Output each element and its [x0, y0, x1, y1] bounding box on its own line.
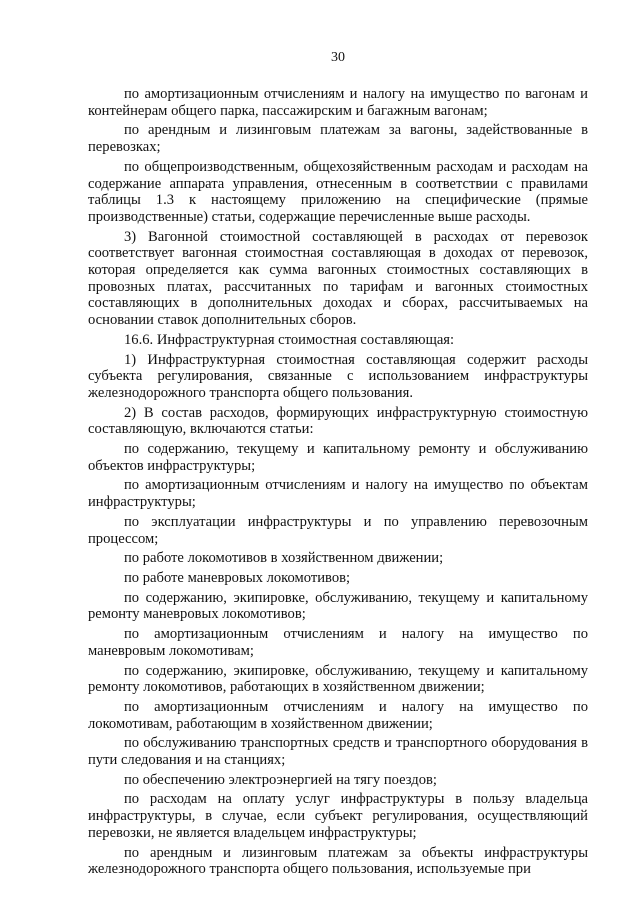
paragraph: по арендным и лизинговым платежам за вагоны, задействованные в перевозках;	[88, 122, 588, 156]
paragraph: 2) В состав расходов, формирующих инфраструктурную стоимостную составляющую, включаются статьи:	[88, 404, 588, 438]
list-item: по обслуживанию транспортных средств и транспортного оборудования в пути следования и на станциях;	[88, 735, 588, 769]
list-item: по содержанию, экипировке, обслуживанию, текущему и капитальному ремонту маневровых локомотивов;	[88, 589, 588, 623]
list-item: по амортизационным отчислениям и налогу на имущество по локомотивам, работающим в хозяйственном движении;	[88, 698, 588, 732]
paragraph: по общепроизводственным, общехозяйственным расходам и расходам на содержание аппарата управления, отнесенным в соответствии с правилами таблицы 1.3 к настоящему приложению на специфические (прямые производственные) статьи, содержащие перечисленные выше расходы.	[88, 158, 588, 225]
paragraph: 3) Вагонной стоимостной составляющей в расходах от перевозок соответствует вагонная стоимостная составляющая в доходах от перевозок, которая определяется как сумма вагонных стоимостных составляющих в провозных платах, рассчитанных по тарифам и вагонных стоимостных составляющих в дополнительных доходах и сборах, рассчитываемых на основании ставок дополнительных сборов.	[88, 228, 588, 329]
section-heading: 16.6. Инфраструктурная стоимостная составляющая:	[124, 331, 455, 348]
list-item: по расходам на оплату услуг инфраструктуры в пользу владельца инфраструктуры, в случае, если субъект регулирования, осуществляющий перевозки, не является владельцем инфраструктуры;	[88, 791, 588, 841]
page-number: 30	[331, 50, 345, 65]
list-item: по содержанию, текущему и капитальному ремонту и обслуживанию объектов инфраструктуры;	[88, 441, 588, 474]
list-item: по амортизационным отчислениям и налогу на имущество по объектам инфраструктуры;	[88, 477, 588, 511]
list-item: по содержанию, экипировке, обслуживанию, текущему и капитальному ремонту локомотивов, работающих в хозяйственном движении;	[88, 662, 588, 696]
list-item: по арендным и лизинговым платежам за объекты инфраструктуры железнодорожного транспорта общего пользования, используемые при	[88, 844, 588, 878]
paragraph: 1) Инфраструктурная стоимостная составляющая содержит расходы субъекта регулирования, связанные с использованием инфраструктуры железнодорожного транспорта общего пользования.	[88, 351, 588, 401]
list-item: по работе локомотивов в хозяйственном движении;	[124, 550, 444, 567]
list-item: по амортизационным отчислениям и налогу на имущество по маневровым локомотивам;	[88, 626, 588, 659]
list-item: по эксплуатации инфраструктуры и по управлению перевозочным процессом;	[88, 513, 588, 547]
list-item: по обеспечению электроэнергией на тягу поездов;	[124, 771, 437, 788]
paragraph: по амортизационным отчислениям и налогу на имущество по вагонам и контейнерам общего парка, пассажирским и багажным вагонам;	[88, 86, 588, 119]
list-item: по работе маневровых локомотивов;	[124, 569, 351, 586]
